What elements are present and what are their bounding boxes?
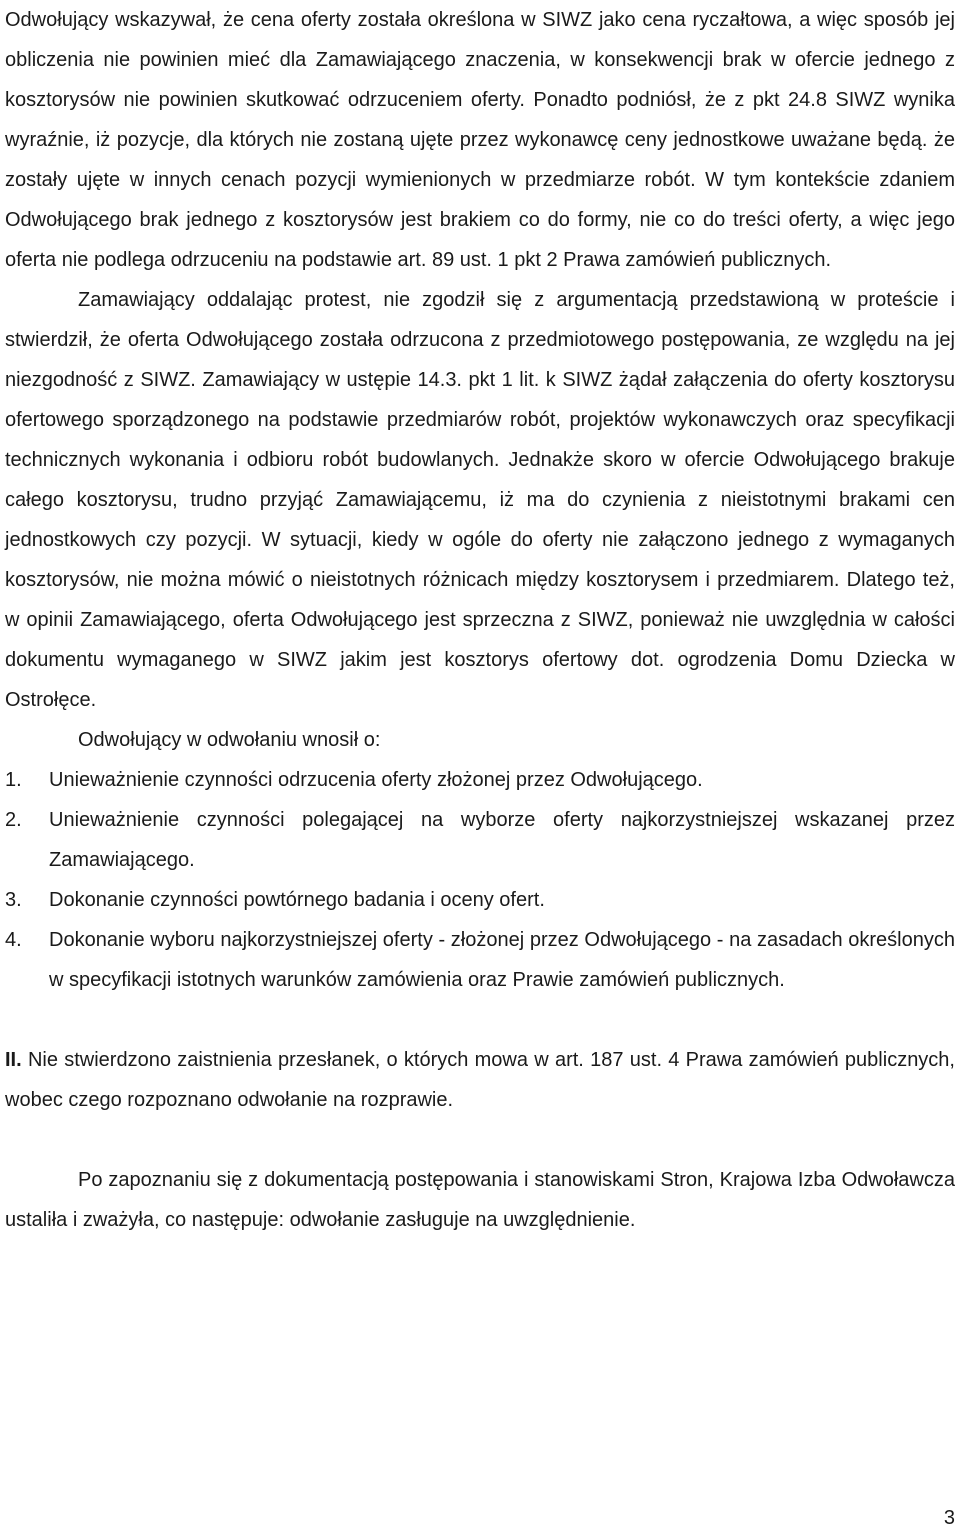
appeal-requests-list: [5, 760, 955, 1000]
list-item-text: Unieważnienie czynności polegającej na wyborze oferty najkorzystniejszej wskazanej przez Zamawiającego.: [49, 809, 955, 871]
page-number: 3: [943, 1507, 955, 1529]
paragraph-appeal-requests-intro: Odwołujący w odwołaniu wnosił o:: [78, 729, 381, 751]
paragraph-contracting-authority-response: Zamawiający oddalając protest, nie zgodził się z argumentacją przedstawioną w proteście i stwierdził, że oferta Odwołującego została odrzucona z przedmiotowego postępowania, ze względu na jej niezgodność z SIWZ. Zamawiający w ustępie 14.3. pkt 1 lit. k SIWZ żądał załączenia do oferty kosztorysu ofertowego sporządzonego na podstawie przedmiarów robót, projektów wykonawczych oraz specyfikacji technicznych wykonania i odbioru robót budowlanych. Jednakże skoro w ofercie Odwołującego brakuje całego kosztorysu, trudno przyjąć Zamawiającemu, iż ma do czynienia z nieistotnymi brakami cen jednostkowych czy pozycji. W sytuacji, kiedy w ogóle do oferty nie załączono jednego z wymaganych kosztorysów, nie można mówić o nieistotnych różnicach między kosztorysem i przedmiarem. Dlatego też, w opinii Zamawiającego, oferta Odwołującego jest sprzeczna z SIWZ, ponieważ nie uwzględnia w całości dokumentu wymaganego w SIWZ jakim jest kosztorys ofertowy dot. ogrodzenia Domu Dziecka w Ostrołęce.: [5, 289, 955, 711]
list-item: [5, 760, 955, 800]
paragraph-appellant-argument: Odwołujący wskazywał, że cena oferty została określona w SIWZ jako cena ryczałtowa, a więc sposób jej obliczenia nie powinien mieć dla Zamawiającego znaczenia, w konsekwencji brak w ofercie jednego z kosztorysów nie powinien skutkować odrzuceniem oferty. Ponadto podniósł, że z pkt 24.8 SIWZ wynika wyraźnie, iż pozycje, dla których nie zostaną ujęte przez wykonawcę ceny jednostkowe uważane będą. że zostały ujęte w innych cenach pozycji wymienionych w przedmiarze robót. W tym kontekście zdaniem Odwołującego brak jednego z kosztorysów jest brakiem co do formy, nie co do treści oferty, a więc jego oferta nie podlega odrzuceniu na podstawie art. 89 ust. 1 pkt 2 Prawa zamówień publicznych.: [5, 9, 955, 271]
section-label: II.: [5, 1049, 22, 1071]
spacer: [5, 1120, 955, 1160]
list-item-number: 2.: [5, 809, 22, 831]
list-item-number: 3.: [5, 889, 22, 911]
list-item: [5, 800, 955, 880]
document-page: [5, 0, 955, 1240]
list-item-text: Unieważnienie czynności odrzucenia oferty złożonej przez Odwołującego.: [49, 769, 703, 791]
list-item-text: Dokonanie czynności powtórnego badania i oceny ofert.: [49, 889, 545, 911]
list-item-number: 4.: [5, 929, 22, 951]
list-item: [5, 920, 955, 1000]
list-item: [5, 880, 955, 920]
paragraph-findings: Po zapoznaniu się z dokumentacją postępowania i stanowiskami Stron, Krajowa Izba Odwoławcza ustaliła i zważyła, co następuje: odwołanie zasługuje na uwzględnienie.: [5, 1169, 955, 1231]
paragraph-section-2: [5, 1040, 955, 1120]
list-item-number: 1.: [5, 769, 22, 791]
spacer: [5, 1000, 955, 1040]
section-text: Nie stwierdzono zaistnienia przesłanek, o których mowa w art. 187 ust. 4 Prawa zamówień publicznych, wobec czego rozpoznano odwołanie na rozprawie.: [5, 1049, 955, 1111]
list-item-text: Dokonanie wyboru najkorzystniejszej oferty - złożonej przez Odwołującego - na zasadach określonych w specyfikacji istotnych warunków zamówienia oraz Prawie zamówień publicznych.: [49, 929, 955, 991]
